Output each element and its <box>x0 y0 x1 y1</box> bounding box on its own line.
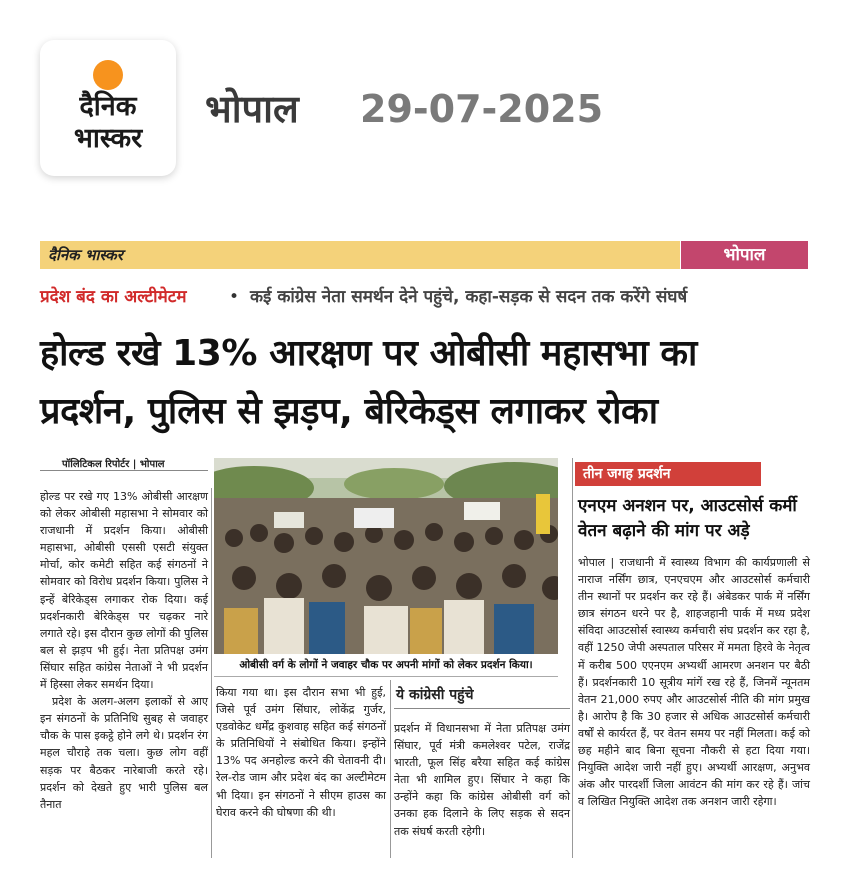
strip-city-badge: भोपाल <box>681 241 808 269</box>
three-places-tag: तीन जगह प्रदर्शन <box>575 462 761 486</box>
column-1-paragraph-1: होल्ड पर रखे गए 13% ओबीसी आरक्षण को लेकर ओबीसी महासभा ने सोमवार को राजधानी में प्रदर्शन किया। ओबीसी महासभा, ओबीसी एससी एसटी संयुक्त मोर्चा, कोर कमेटी सहित कई संगठनों ने सोमवार को विरोध प्रदर्शन किया। पुलिस ने इन्हें बेरिकेड्स लगाकर रोक दिया। कई प्रदर्शनकारी बेरिकेड्स पर चढ़कर नारे लगाते रहे। इस दौरान कुछ लोगों की पुलिस बल से झड़प भी हुई। नेता प्रतिपक्ष उमंग सिंघार सहित कांग्रेस नेताओं ने भी प्रदर्शन में हिस्सा लेकर समर्थन दिया। <box>40 490 208 692</box>
dainik-bhaskar-logo <box>40 40 176 176</box>
sun-logo-icon <box>93 60 123 90</box>
strip-brand-name: दैनिक भास्कर <box>48 246 123 264</box>
column-2: किया गया था। इस दौरान सभा भी हुई, जिसे पूर्व उमंग सिंघार, लोकेंद्र गुर्जर, एडवोकेट धर्मेंद्र कुशवाह सहित कई संगठनों के प्रतिनिधियों ने संबोधित किया। इन्होंने 13% पद अनहोल्ड करने की चेतावनी दी। रेल-रोड जाम और प्रदेश बंद का अल्टीमेटम भी दिया। इन संगठनों ने सीएम हाउस का घेराव करने की घोषणा की थी। <box>216 686 386 819</box>
column-1-paragraph-2: प्रदेश के अलग-अलग इलाकों से आए इन संगठनों के प्रतिनिधि सुबह से जवाहर चौक के पास इकट्ठे होने लगे थे। प्रदर्शन रंग महल चौराहे तक चला। कुछ लोग वहीं सड़क पर बैठकर नारेबाजी करते रहे। प्रदर्शन को देखते हुए भारी पुलिस बल तैनात <box>40 695 208 811</box>
protest-photo <box>214 458 558 654</box>
subhead-divider <box>394 708 570 709</box>
column-3: प्रदर्शन में विधानसभा में नेता प्रतिपक्ष उमंग सिंघार, पूर्व मंत्री कमलेश्वर पटेल, राजेंद्र भारती, फूल सिंह बरैया सहित कई कांग्रेस नेता भी शामिल हुए। सिंघार ने कहा कि उन्होंने कहा कि कांग्रेस ओबीसी वर्ग को उनका हक दिलाने के लिए सड़क से सदन तक संघर्ष करती रहेगी। <box>394 722 570 838</box>
photo-caption: ओबीसी वर्ग के लोगों ने जवाहर चौक पर अपनी मांगों को लेकर प्रदर्शन किया। <box>214 654 558 677</box>
column-divider <box>211 488 212 858</box>
logo-text-line2: भास्कर <box>73 123 143 154</box>
headline-line2: प्रदर्शन, पुलिस से झड़प, बेरिकेड्स लगाकर रोका <box>40 391 658 432</box>
byline-divider <box>40 470 208 471</box>
masthead-strip <box>40 241 680 269</box>
column-divider <box>572 458 573 858</box>
column-divider <box>390 680 391 858</box>
column-1 <box>40 488 208 813</box>
side-story-text: भोपाल | राजधानी में स्वास्थ्य विभाग की कार्यप्रणाली से नाराज नर्सिंग छात्र, एनएचएम और आउटसोर्स कर्मचारी तीन स्थानों पर प्रदर्शन कर रहे हैं। अंबेडकर पार्क में नर्सिंग छात्र संगठन धरने पर है, शाहजहानी पार्क में मध्य प्रदेश संविदा आउटसोर्स स्वास्थ्य कर्मचारी संघ प्रदर्शन कर रहा है, वहीं 1250 जेपी अस्पताल परिसर में ममता हिरवे के नेतृत्व में करीब 500 एएनएम अभ्यर्थी आमरण अनशन पर बैठी हैं। प्रदर्शनकारी 10 सूत्रीय मांगें रख रहे हैं, जिनमें न्यूनतम वेतन 21,000 रुपए और आउटसोर्स नीति की मांग प्रमुख है। आरोप है कि 30 हजार से अधिक आउटसोर्स कर्मचारी वर्षों से कार्यरत हैं, पर वेतन समय पर नहीं मिलता। कई को छह महीने बाद बिना सूचना नौकरी से हटा दिया गया। नियुक्ति आदेश जारी नहीं हुए। अभ्यर्थी आरक्षण, अनुभव अंक और पारदर्शी जिला आवंटन की मांग कर रहे हैं। जांच व लिखित नियुक्ति आदेश तक अनशन जारी रहेगा। <box>578 556 810 809</box>
edition-date: 29-07-2025 <box>360 87 604 131</box>
logo-text-line1: दैनिक <box>79 91 137 122</box>
crowd-image <box>214 458 558 654</box>
congress-leaders-heading: ये कांग्रेसी पहुंचे <box>396 687 474 703</box>
byline: पॉलिटिकल रिपोर्टर | भोपाल <box>62 459 165 470</box>
edition-city: भोपाल <box>205 87 299 131</box>
kicker-label: प्रदेश बंद का अल्टीमेटम <box>40 287 187 307</box>
kicker-subhead: कई कांग्रेस नेता समर्थन देने पहुंचे, कहा-सड़क से सदन तक करेंगे संघर्ष <box>250 287 688 307</box>
headline-line1: होल्ड रखे 13% आरक्षण पर ओबीसी महासभा का <box>40 333 697 374</box>
kicker-bullet: • <box>229 287 240 307</box>
side-story-headline: एनएम अनशन पर, आउटसोर्स कर्मी वेतन बढ़ाने की मांग पर अड़े <box>578 496 797 541</box>
